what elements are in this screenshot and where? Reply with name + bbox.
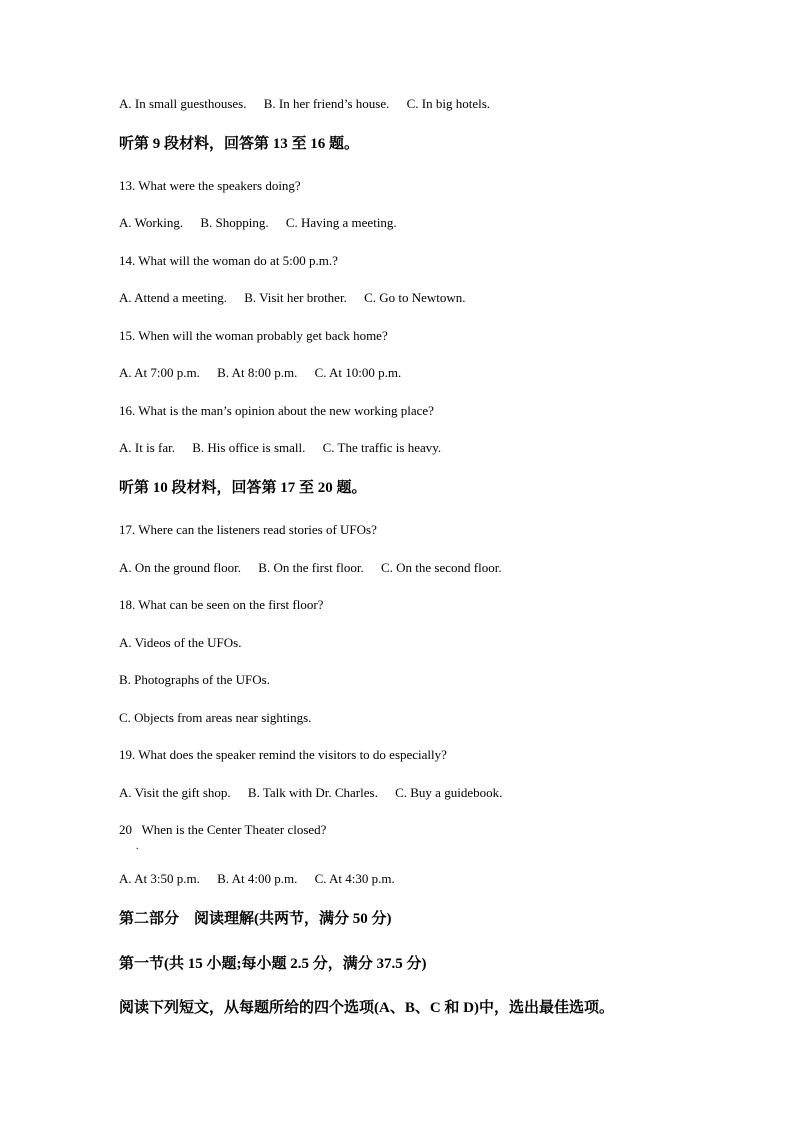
q15-options: [119, 365, 401, 381]
section9-heading: 听第 9 段材料，回答第 13 至 16 题。: [119, 136, 360, 152]
q19-option-b: B. Talk with Dr. Charles.: [247, 785, 378, 800]
q17-options: [119, 560, 502, 576]
q18-option-b: B. Photographs of the UFOs.: [119, 672, 270, 687]
q15-option-a: A. At 7:00 p.m.: [119, 365, 200, 380]
question-20: 20 When is the Center Theater closed?: [119, 822, 327, 837]
question-17: 17. Where can the listeners read stories of UFOs?: [119, 522, 377, 537]
q13-option-b: B. Shopping.: [200, 215, 269, 230]
q14-options: [119, 290, 466, 306]
q20-option-a: A. At 3:50 p.m.: [119, 871, 200, 886]
q13-options: [119, 215, 397, 231]
q19-option-c: C. Buy a guidebook.: [395, 785, 503, 800]
q17-option-b: B. On the first floor.: [258, 560, 364, 575]
section10-heading: 听第 10 段材料，回答第 17 至 20 题。: [119, 480, 367, 496]
part2-heading: 第二部分 阅读理解(共两节，满分 50 分): [119, 911, 392, 927]
q13-option-c: C. Having a meeting.: [285, 215, 397, 230]
q17-option-a: A. On the ground floor.: [119, 560, 242, 575]
q19-option-a: A. Visit the gift shop.: [119, 785, 231, 800]
q16-option-c: C. The traffic is heavy.: [322, 440, 442, 455]
question-16: 16. What is the man’s opinion about the new working place?: [119, 403, 434, 418]
q20-option-c: C. At 4:30 p.m.: [314, 871, 395, 886]
q19-options: [119, 785, 502, 801]
q12-options: [119, 96, 490, 112]
part2-section1-heading: 第一节(共 15 小题;每小题 2.5 分，满分 37.5 分): [119, 956, 427, 972]
q16-option-b: B. His office is small.: [192, 440, 306, 455]
q16-option-a: A. It is far.: [119, 440, 175, 455]
question-15: 15. When will the woman probably get back home?: [119, 328, 388, 343]
question-13: 13. What were the speakers doing?: [119, 178, 301, 193]
q15-option-c: C. At 10:00 p.m.: [314, 365, 402, 380]
q12-option-b: B. In her friend’s house.: [263, 96, 390, 111]
q17-option-c: C. On the second floor.: [380, 560, 502, 575]
q12-option-a: A. In small guesthouses.: [119, 96, 247, 111]
q12-option-c: C. In big hotels.: [406, 96, 491, 111]
question-18: 18. What can be seen on the first floor?: [119, 597, 324, 612]
q20-options: [119, 871, 395, 887]
q20-option-b: B. At 4:00 p.m.: [217, 871, 298, 886]
q16-options: [119, 440, 441, 456]
question-19: 19. What does the speaker remind the visitors to do especially?: [119, 747, 447, 762]
q13-option-a: A. Working.: [119, 215, 184, 230]
q18-option-a: A. Videos of the UFOs.: [119, 635, 242, 650]
q18-option-c: C. Objects from areas near sightings.: [119, 710, 312, 725]
q14-option-c: C. Go to Newtown.: [364, 290, 466, 305]
q14-option-a: A. Attend a meeting.: [119, 290, 227, 305]
q15-option-b: B. At 8:00 p.m.: [217, 365, 298, 380]
q14-option-b: B. Visit her brother.: [244, 290, 347, 305]
part2-instruction: 阅读下列短文，从每题所给的四个选项(A、B、C 和 D)中，选出最佳选项。: [119, 1000, 614, 1016]
stray-dot: .: [136, 841, 139, 852]
question-14: 14. What will the woman do at 5:00 p.m.?: [119, 253, 338, 268]
